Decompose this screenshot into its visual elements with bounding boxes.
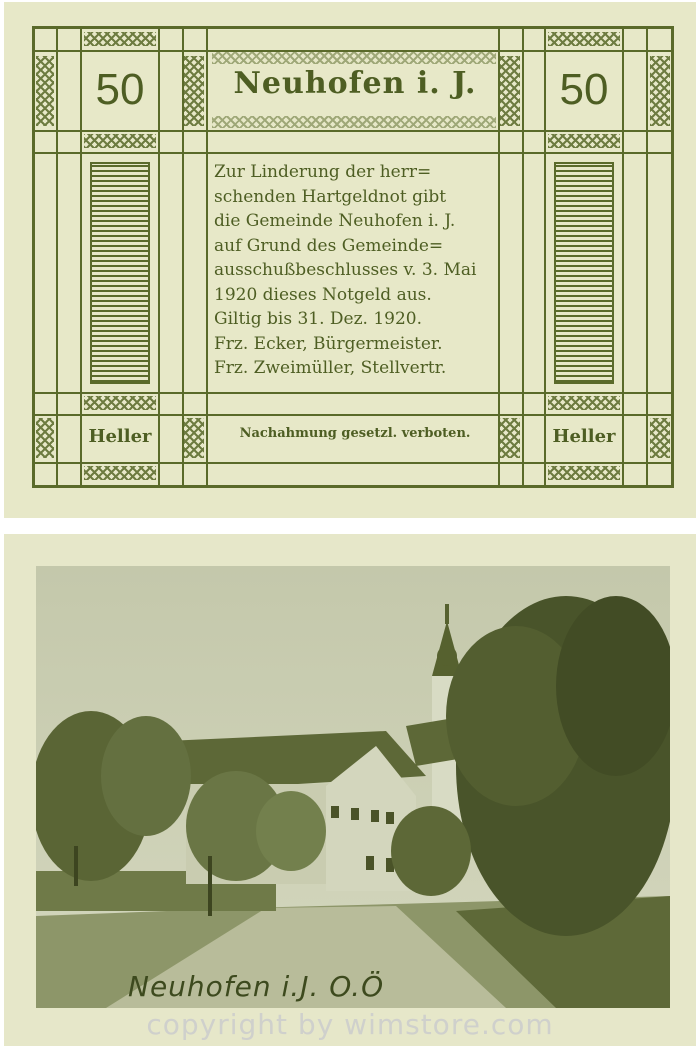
- text-line: Giltig bis 31. Dez. 1920.: [214, 309, 423, 329]
- guilloche-panel-right: [554, 162, 614, 384]
- text-line: auf Grund des Gemeinde=: [214, 235, 444, 256]
- ornament-band: [650, 418, 670, 458]
- border-rule: [32, 462, 674, 464]
- ornament-band: [548, 396, 620, 410]
- denomination-right: 50: [559, 65, 609, 114]
- village-photo: [36, 566, 670, 1008]
- ornament-band: [500, 418, 520, 458]
- border-rule: [544, 26, 546, 488]
- unit-label-right: Heller: [552, 426, 616, 447]
- ornament-band: [184, 418, 204, 458]
- ornament-band: [184, 56, 204, 126]
- photo-caption: Neuhofen i.J. O.Ö: [128, 970, 385, 1003]
- ornament-band: [548, 134, 620, 148]
- ornament-band: [84, 466, 156, 480]
- border-rule: [32, 414, 674, 416]
- border-rule: [522, 26, 524, 488]
- guilloche-panel-left: [90, 162, 150, 384]
- note-text: [214, 160, 494, 381]
- text-line: Frz. Ecker, Bürgermeister.: [214, 333, 443, 354]
- ornament-band: [84, 32, 156, 46]
- ornament-band: [84, 134, 156, 148]
- ornament-band: [548, 32, 620, 46]
- ornament-band: [84, 396, 156, 410]
- border-rule: [206, 26, 208, 488]
- church-landscape-image: [36, 566, 670, 1008]
- border-rule: [32, 130, 674, 132]
- counterfeit-warning: Nachahmung gesetzl. verboten.: [239, 426, 471, 441]
- ornament-band: [650, 56, 670, 126]
- ornament-band: [212, 52, 496, 64]
- border-rule: [158, 26, 160, 488]
- ornament-band: [36, 56, 54, 126]
- border-rule: [32, 152, 674, 154]
- text-line: Frz. Zweimüller, Stellvertr.: [214, 358, 447, 378]
- border-rule: [32, 392, 674, 394]
- unit-label-left: Heller: [88, 426, 152, 447]
- ornament-band: [548, 466, 620, 480]
- text-line: die Gemeinde Neuhofen i. J.: [214, 211, 456, 231]
- text-line: 1920 dieses Notgeld aus.: [214, 284, 432, 305]
- border-rule: [646, 26, 648, 488]
- text-line: schenden Hartgeldnot gibt: [214, 186, 447, 207]
- text-line: Zur Linderung der herr=: [214, 162, 432, 182]
- copyright-watermark: copyright by wimstore.com: [146, 1008, 554, 1041]
- banknote-back: [4, 534, 696, 1046]
- banknote-front: [4, 2, 696, 518]
- ornament-band: [500, 56, 520, 126]
- issuer-title: Neuhofen i. J.: [233, 66, 477, 101]
- border-rule: [622, 26, 624, 488]
- ornament-band: [212, 116, 496, 128]
- denomination-left: 50: [95, 65, 145, 114]
- text-line: ausschußbeschlusses v. 3. Mai: [214, 260, 477, 280]
- ornament-band: [36, 418, 54, 458]
- border-rule: [80, 26, 82, 488]
- border-rule: [56, 26, 58, 488]
